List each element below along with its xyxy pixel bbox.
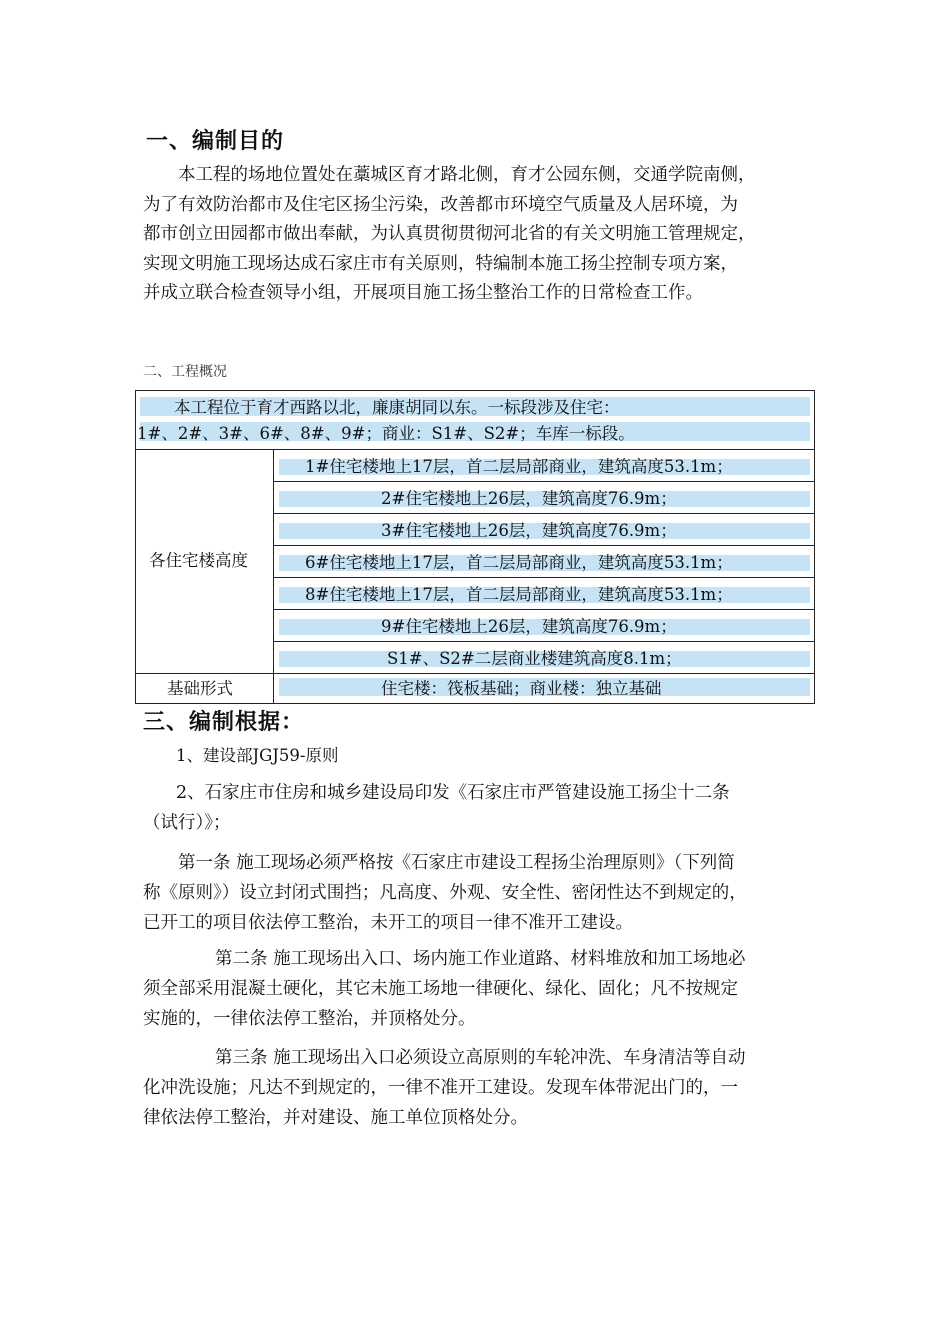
paragraph-line: 并成立联合检查领导小组，开展项目施工扬尘整治工作的日常检查工作。 bbox=[143, 283, 703, 303]
table-rule bbox=[273, 513, 814, 514]
basis-item-2 bbox=[143, 778, 823, 838]
section-1-paragraph bbox=[143, 161, 823, 309]
table-rule bbox=[273, 545, 814, 546]
project-intro-line-2: 1#、2#、3#、6#、8#、9#；商业：S1#、S2#；车库一标段。 bbox=[137, 424, 635, 443]
paragraph-line: 第二条 施工现场出入口、场内施工作业道路、材料堆放和加工场地必 bbox=[215, 949, 746, 969]
table-rule bbox=[273, 577, 814, 578]
section-1-heading: 一、编制目的 bbox=[146, 129, 285, 154]
table-rule bbox=[136, 449, 814, 450]
paragraph-line: 化冲洗设施；凡达不到规定的，一律不准开工建设。发现车体带泥出门的，一 bbox=[143, 1078, 738, 1098]
building-height-row: 6#住宅楼地上17层，首二层局部商业，建筑高度53.1m； bbox=[305, 553, 733, 572]
paragraph-line: 第三条 施工现场出入口必须设立高原则的车轮冲洗、车身清洁等自动 bbox=[215, 1048, 746, 1068]
building-height-row: S1#、S2#二层商业楼建筑高度8.1m； bbox=[387, 649, 682, 668]
building-height-row: 1#住宅楼地上17层，首二层局部商业，建筑高度53.1m； bbox=[305, 457, 733, 476]
paragraph-line: 都市创立田园都市做出奉献，为认真贯彻贯彻河北省的有关文明施工管理规定， bbox=[143, 224, 756, 244]
paragraph-line: 本工程的场地位置处在藁城区育才路北侧，育才公园东侧，交通学院南侧， bbox=[178, 165, 756, 185]
table-rule bbox=[136, 673, 814, 674]
article-1 bbox=[143, 848, 823, 938]
paragraph-line: 称《原则》）设立封闭式围挡；凡高度、外观、安全性、密闭性达不到规定的， bbox=[143, 883, 747, 903]
project-intro-line-1: 本工程位于育才西路以北，廉康胡同以东。一标段涉及住宅： bbox=[174, 398, 620, 417]
paragraph-line: 律依法停工整治，并对建设、施工单位顶格处分。 bbox=[143, 1108, 528, 1128]
foundation-value: 住宅楼：筏板基础；商业楼：独立基础 bbox=[381, 679, 662, 698]
section-2-heading: 二、工程概况 bbox=[143, 364, 227, 380]
basis-item-1: 1、建设部JGJ59-原则 bbox=[176, 746, 339, 765]
table-rule bbox=[273, 609, 814, 610]
article-3 bbox=[143, 1043, 823, 1133]
paragraph-line: 为了有效防治都市及住宅区扬尘污染，改善都市环境空气质量及人居环境，为 bbox=[143, 194, 738, 215]
foundation-label: 基础形式 bbox=[167, 679, 233, 698]
building-height-row: 3#住宅楼地上26层，建筑高度76.9m； bbox=[381, 521, 677, 540]
project-overview-table bbox=[135, 390, 815, 704]
paragraph-line: 已开工的项目依法停工整治，未开工的项目一律不准开工建设。 bbox=[143, 913, 633, 933]
paragraph-line: （试行）》； bbox=[143, 813, 231, 833]
table-rule bbox=[273, 641, 814, 642]
paragraph-line: 实现文明施工现场达成石家庄市有关原则，特编制本施工扬尘控制专项方案， bbox=[143, 253, 738, 274]
table-rule bbox=[273, 449, 274, 703]
table-rule bbox=[273, 481, 814, 482]
paragraph-line: 实施的，一律依法停工整治，并顶格处分。 bbox=[143, 1009, 476, 1029]
building-height-row: 8#住宅楼地上17层，首二层局部商业，建筑高度53.1m； bbox=[305, 585, 733, 604]
article-2 bbox=[143, 944, 823, 1034]
building-heights-label: 各住宅楼高度 bbox=[149, 551, 248, 570]
paragraph-line: 须全部采用混凝土硬化，其它未施工场地一律硬化、绿化、固化；凡不按规定 bbox=[143, 979, 738, 999]
paragraph-line: 第一条 施工现场必须严格按《石家庄市建设工程扬尘治理原则》（下列简 bbox=[178, 853, 735, 873]
paragraph-line: 2、石家庄市住房和城乡建设局印发《石家庄市严管建设施工扬尘十二条 bbox=[176, 783, 730, 803]
building-height-row: 9#住宅楼地上26层，建筑高度76.9m； bbox=[381, 617, 677, 636]
section-3-heading: 三、编制根据： bbox=[143, 710, 305, 735]
building-height-row: 2#住宅楼地上26层，建筑高度76.9m； bbox=[381, 489, 677, 508]
